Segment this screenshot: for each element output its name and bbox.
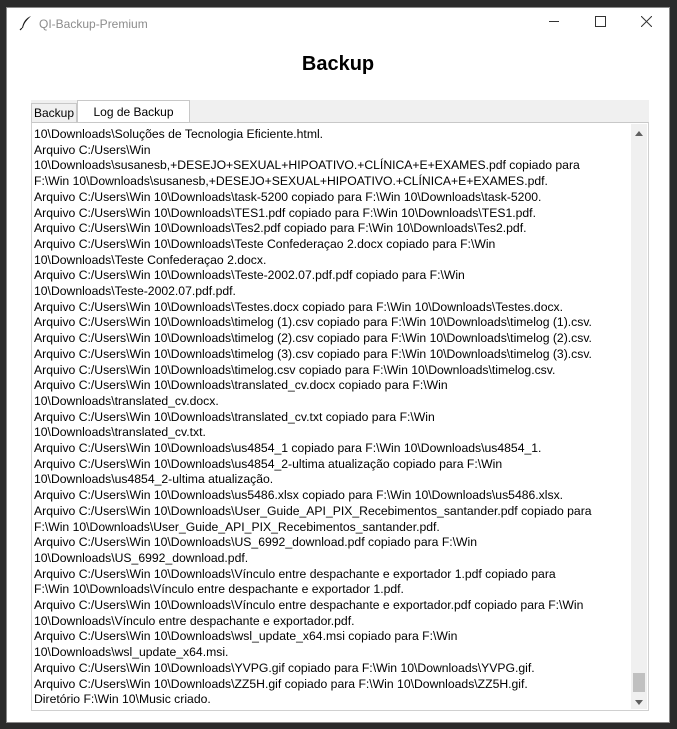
log-line: Arquivo C:/Users\Win 10\Downloads\Tes2.pdf copiado para F:\Win 10\Downloads\Tes2.pdf.: [34, 221, 527, 236]
log-line: Arquivo C:/Users\Win 10\Downloads\wsl_update_x64.msi copiado para F:\Win: [34, 629, 458, 644]
log-line: Arquivo C:/Users\Win 10\Downloads\timelog (1).csv copiado para F:\Win 10\Downloads\timelog (1).csv.: [34, 315, 592, 330]
log-panel: [31, 122, 649, 711]
log-line: F:\Win 10\Downloads\User_Guide_API_PIX_Recebimentos_santander.pdf.: [34, 519, 440, 534]
tab-backup[interactable]: Backup: [31, 103, 77, 122]
log-line: Arquivo C:/Users\Win 10\Downloads\task-5200 copiado para F:\Win 10\Downloads\task-5200.: [34, 189, 542, 204]
chevron-down-icon: [635, 692, 643, 710]
log-line: Arquivo C:/Users\Win 10\Downloads\Testes.docx copiado para F:\Win 10\Downloads\Testes.docx.: [34, 299, 564, 314]
log-line: 10\Downloads\us4854_2-ultima atualização.: [34, 472, 274, 487]
close-button[interactable]: [623, 8, 669, 38]
log-line: Arquivo C:/Users\Win 10\Downloads\timelog (3).csv copiado para F:\Win 10\Downloads\timelog (3).csv.: [34, 346, 592, 361]
maximize-icon: [595, 14, 606, 32]
log-line: F:\Win 10\Downloads\susanesb,+DESEJO+SEXUAL+HIPOATIVO.+CLÍNICA+E+EXAMES.pdf.: [34, 174, 548, 189]
title-bar[interactable]: [7, 8, 669, 40]
log-line: Arquivo C:/Users\Win: [34, 142, 151, 157]
minimize-button[interactable]: [531, 8, 577, 38]
log-textarea[interactable]: [34, 124, 630, 708]
log-line: Diretório F:\Win 10\Music criado.: [34, 692, 211, 707]
log-line: Arquivo C:/Users\Win 10\Downloads\Vínculo entre despachante e exportador 1.pdf copiado para: [34, 566, 556, 581]
page-title: Backup: [301, 53, 375, 75]
log-line: Arquivo C:/Users\Win 10\Downloads\timelog (2).csv copiado para F:\Win 10\Downloads\timelog (2).csv.: [34, 331, 592, 346]
log-line: Arquivo C:/Users\Win 10\Downloads\US_6992_download.pdf copiado para F:\Win: [34, 535, 478, 550]
log-line: 10\Downloads\translated_cv.docx.: [34, 393, 219, 408]
log-line: Arquivo C:/Users\Win 10\Downloads\TES1.pdf copiado para F:\Win 10\Downloads\TES1.pdf.: [34, 205, 536, 220]
log-line: Arquivo C:/Users\Win 10\Downloads\timelog.csv copiado para F:\Win 10\Downloads\timelog.csv.: [34, 362, 556, 377]
log-line: 10\Downloads\Teste-2002.07.pdf.pdf.: [34, 284, 236, 299]
chevron-up-icon: [635, 123, 643, 141]
log-line: 10\Downloads\Soluções de Tecnologia Eficiente.html.: [34, 126, 324, 141]
log-line: 10\Downloads\susanesb,+DESEJO+SEXUAL+HIPOATIVO.+CLÍNICA+E+EXAMES.pdf copiado para: [34, 158, 580, 173]
scrollbar-thumb[interactable]: [633, 673, 645, 692]
scroll-up-button[interactable]: [631, 124, 647, 140]
tab-bar: [31, 100, 649, 122]
log-line: Arquivo C:/Users\Win 10\Downloads\us5486.xlsx copiado para F:\Win 10\Downloads\us5486.xlsx.: [34, 488, 564, 503]
window-title: QI-Backup-Premium: [39, 17, 148, 31]
log-line: Arquivo C:/Users\Win 10\Downloads\YVPG.gif copiado para F:\Win 10\Downloads\YVPG.gif.: [34, 660, 535, 675]
scroll-down-button[interactable]: [631, 693, 647, 709]
minimize-icon: [549, 14, 560, 32]
log-line: 10\Downloads\translated_cv.txt.: [34, 425, 206, 440]
log-line: 10\Downloads\US_6992_download.pdf.: [34, 550, 249, 565]
log-line: Arquivo C:/Users\Win 10\Downloads\translated_cv.docx copiado para F:\Win: [34, 378, 448, 393]
close-icon: [641, 14, 652, 32]
log-line: Arquivo C:/Users\Win 10\Downloads\us4854_1 copiado para F:\Win 10\Downloads\us4854_1.: [34, 441, 542, 456]
log-line: Arquivo C:/Users\Win 10\Downloads\User_Guide_API_PIX_Recebimentos_santander.pdf copiado para: [34, 503, 592, 518]
log-line: Arquivo C:/Users\Win 10\Downloads\Teste Confederaçao 2.docx copiado para F:\Win: [34, 236, 496, 251]
log-line: 10\Downloads\wsl_update_x64.msi.: [34, 645, 229, 660]
log-line: Arquivo C:/Users\Win 10\Downloads\ZZ5H.gif copiado para F:\Win 10\Downloads\ZZ5H.gif.: [34, 676, 528, 691]
app-window: [6, 7, 670, 723]
log-line: Arquivo C:/Users\Win 10\Downloads\translated_cv.txt copiado para F:\Win: [34, 409, 435, 424]
log-content: [34, 127, 630, 708]
log-line: Arquivo C:/Users\Win 10\Downloads\us4854_2-ultima atualização copiado para F:\Win: [34, 456, 503, 471]
feather-icon: [18, 15, 34, 31]
log-line: Arquivo C:/Users\Win 10\Downloads\Teste-2002.07.pdf.pdf copiado para F:\Win: [34, 268, 465, 283]
tab-log-de-backup[interactable]: Log de Backup: [77, 100, 190, 122]
log-line: 10\Downloads\Teste Confederaçao 2.docx.: [34, 252, 267, 267]
vertical-scrollbar[interactable]: [631, 124, 647, 709]
maximize-button[interactable]: [577, 8, 623, 38]
log-line: Arquivo C:/Users\Win 10\Downloads\Vínculo entre despachante e exportador.pdf copiado para F:\Win: [34, 598, 584, 613]
log-line: 10\Downloads\Vínculo entre despachante e exportador.pdf.: [34, 613, 355, 628]
log-line: F:\Win 10\Downloads\Vínculo entre despachante e exportador 1.pdf.: [34, 582, 404, 597]
